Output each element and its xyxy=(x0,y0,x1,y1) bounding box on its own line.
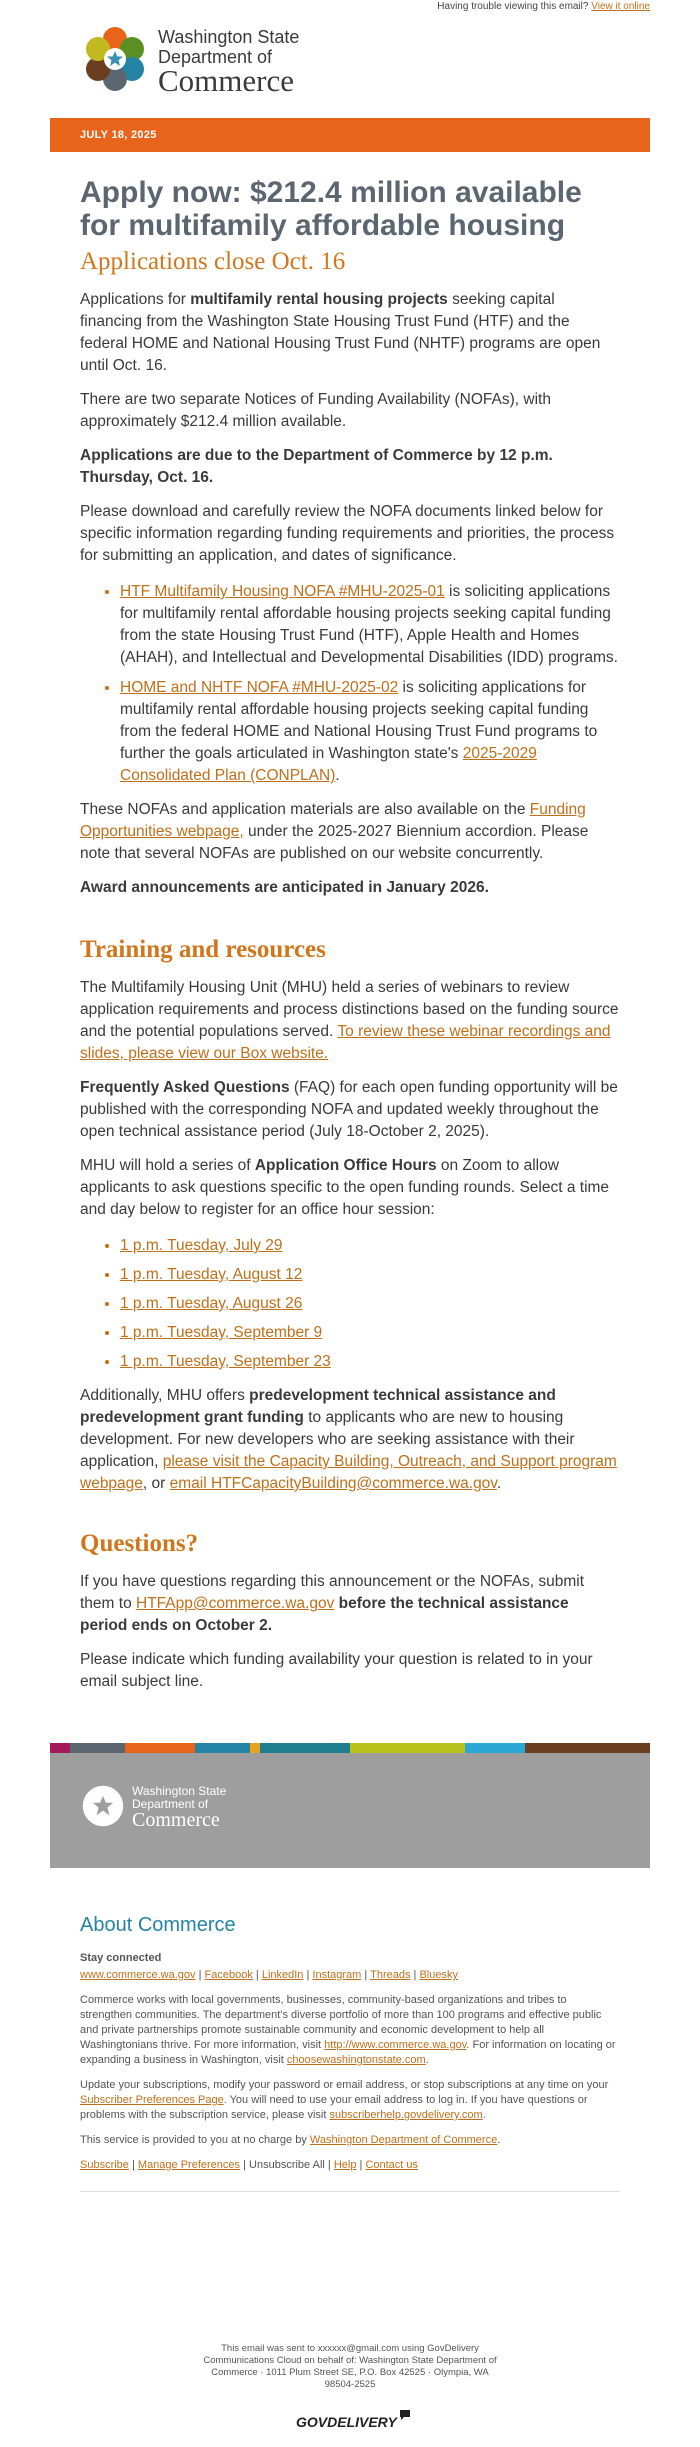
list-item: • HTF Multifamily Housing NOFA #MHU-2025-01 is soliciting applications for multifamily rental affordable housing projects seeking capital funding from the state Housing Trust Fund (HTF), Apple Health and Homes (AHAH), and Intellectual and Developmental Disabilities (IDD) programs. xyxy=(120,581,620,669)
footer-wordmark xyxy=(132,1785,226,1830)
footer-logo-band xyxy=(50,1753,650,1868)
conplan-link[interactable]: 2025-2029 Consolidated Plan (CONPLAN) xyxy=(120,745,537,784)
unsubscribe-all-link[interactable]: Unsubscribe All xyxy=(249,2159,325,2171)
home-nhtf-nofa-link[interactable]: HOME and NHTF NOFA #MHU-2025-02 xyxy=(120,679,399,696)
intro-paragraph-1: Applications for multifamily rental housing projects seeking capital financing from the Washington State Housing Trust Fund (HTF) and the federal HOME and National Housing Trust Fund (NHTF) programs are open until Oct. 16. xyxy=(80,291,601,374)
commerce-url-link[interactable]: http://www.commerce.wa.gov xyxy=(324,2039,467,2051)
htfapp-email-link[interactable]: HTFApp@commerce.wa.gov xyxy=(136,1595,335,1612)
funding-opportunities-link[interactable]: Funding Opportunities webpage, xyxy=(80,801,586,840)
subscriber-preferences-link[interactable]: Subscriber Preferences Page xyxy=(80,2094,224,2106)
list-item: • HOME and NHTF NOFA #MHU-2025-02 is soliciting applications for multifamily rental affordable housing projects seeking capital funding from the federal HOME and National Housing Trust Fund programs to further the goals articulated in Washington state's 2025-2029 Consolidated Plan (CONPLAN). xyxy=(120,677,620,787)
about-section xyxy=(80,1914,620,2192)
list-item xyxy=(120,1351,620,1373)
capacity-email-link[interactable]: email HTFCapacityBuilding@commerce.wa.gov xyxy=(169,1475,497,1492)
intro-paragraph-4: Please download and carefully review the NOFA documents linked below for specific information regarding funding requirements and priorities, the process for submitting an application, and dates of significance. xyxy=(80,503,615,564)
stay-connected-label: Stay connected xyxy=(80,1952,162,1964)
govdelivery-logo[interactable] xyxy=(294,2408,414,2432)
subheadline: Applications close Oct. 16 xyxy=(80,248,346,275)
capacity-building-link[interactable]: please visit the Capacity Building, Outreach, and Support program webpage xyxy=(80,1453,617,1492)
subscribe-link[interactable]: Subscribe xyxy=(80,2159,129,2171)
subscription-paragraph: Update your subscriptions, modify your password or email address, or stop subscriptions at any time on your Subscriber Preferences Page. You will need to use your email address to log in. If you have questions or problems with the subscription service, please visit subscriberhelp.govdelivery.com. xyxy=(80,2079,609,2121)
facebook-link[interactable]: Facebook xyxy=(204,1969,253,1981)
email-body xyxy=(80,176,620,1693)
wordmark-line-1: Washington State xyxy=(158,27,300,47)
webinar-paragraph: The Multifamily Housing Unit (MHU) held a series of webinars to review application requirements and process distinctions based on the funding source and the potential populations served. To review these webinar recordings and slides, please view our Box website. xyxy=(80,979,619,1062)
list-item xyxy=(120,1322,620,1344)
linkedin-link[interactable]: LinkedIn xyxy=(261,1969,304,1981)
htf-nofa-link[interactable]: HTF Multifamily Housing NOFA #MHU-2025-01 xyxy=(120,583,445,600)
website-link[interactable]: www.commerce.wa.gov xyxy=(80,1969,196,1981)
manage-preferences-link[interactable]: Manage Preferences xyxy=(137,2159,241,2171)
subscription-links: Subscribe | Manage Preferences | Unsubscribe All | Help | Contact us xyxy=(80,2159,419,2171)
wordmark-line-3: Commerce xyxy=(158,63,295,98)
bluesky-link[interactable]: Bluesky xyxy=(419,1969,458,1981)
footer-color-bar xyxy=(50,1743,650,1753)
about-description: Commerce works with local governments, businesses, community-based organizations and tribes to strengthen communities. The department's diverse portfolio of more than 100 programs and effective public and private partnerships promote sustainable community and economic development to help all Washingtonians thrive. For more information, visit http://www.commerce.wa.gov. For information on locating or expanding a business in Washington, visit choosewashingtonstate.com. xyxy=(80,1994,616,2066)
service-paragraph: This service is provided to you at no charge by Washington Department of Commerce. xyxy=(80,2134,501,2146)
list-item xyxy=(120,1264,620,1286)
contact-us-link[interactable]: Contact us xyxy=(365,2159,419,2171)
footer-wordmark-line-2: Department of xyxy=(132,1797,209,1811)
wordmark-line-2: Department of xyxy=(158,47,273,67)
date-banner: JULY 18, 2025 xyxy=(50,118,650,152)
session-link[interactable]: 1 p.m. Tuesday, September 23 xyxy=(120,1353,331,1370)
govdelivery-wordmark: GOVDELIVERY xyxy=(296,2414,397,2430)
nofa-list xyxy=(80,581,620,787)
social-links: www.commerce.wa.gov | Facebook | LinkedIn | Instagram | Threads | Bluesky xyxy=(80,1969,458,1981)
commerce-star-logo-icon xyxy=(80,24,150,94)
top-notice-bar xyxy=(0,0,700,18)
session-link[interactable]: 1 p.m. Tuesday, July 29 xyxy=(120,1237,283,1254)
deadline-paragraph: Applications are due to the Department of Commerce by 12 p.m. Thursday, Oct. 16. xyxy=(80,447,553,486)
footer-wordmark-line-1: Washington State xyxy=(132,1784,227,1798)
intro-paragraph-2: There are two separate Notices of Funding Availability (NOFAs), with approximately $212.4 million available. xyxy=(80,391,551,430)
session-link[interactable]: 1 p.m. Tuesday, August 26 xyxy=(120,1295,303,1312)
commerce-department-link[interactable]: Washington Department of Commerce xyxy=(309,2134,498,2146)
subject-line-paragraph: Please indicate which funding availability your question is related to in your email subject line. xyxy=(80,1651,593,1690)
view-online-link[interactable]: View it online xyxy=(591,1,650,12)
sent-to-notice: This email was sent to xxxxxx@gmail.com using GovDelivery Communications Cloud on behalf of: Washington State Department of Commerce · 1011 Plum Street SE, P.O. Box 42525 · Olympia, WA 98504-2525 xyxy=(203,2343,497,2390)
commerce-wordmark xyxy=(158,28,299,96)
footer-wordmark-line-3: Commerce xyxy=(132,1809,220,1831)
office-hours-paragraph: MHU will hold a series of Application Office Hours on Zoom to allow applicants to ask questions specific to the open funding rounds. Select a time and day below to register for an office hour session: xyxy=(80,1157,610,1218)
award-paragraph: Award announcements are anticipated in January 2026. xyxy=(80,879,489,896)
predevelopment-paragraph: Additionally, MHU offers predevelopment technical assistance and predevelopment grant funding to applicants who are new to housing development. For new developers who are seeking assistance with their application, please visit the Capacity Building, Outreach, and Support program webpage, or email HTFCapacityBuilding@commerce.wa.gov. xyxy=(80,1387,617,1492)
faq-paragraph: Frequently Asked Questions (FAQ) for each open funding opportunity will be published with the corresponding NOFA and updated weekly throughout the open technical assistance period (July 18-October 2, 2025). xyxy=(80,1079,618,1140)
session-link[interactable]: 1 p.m. Tuesday, September 9 xyxy=(120,1324,323,1341)
help-link[interactable]: Help xyxy=(333,2159,357,2171)
threads-link[interactable]: Threads xyxy=(370,1969,411,1981)
box-website-link[interactable]: To review these webinar recordings and slides, please view our Box website. xyxy=(80,1023,611,1062)
session-link[interactable]: 1 p.m. Tuesday, August 12 xyxy=(120,1266,303,1283)
subscriber-help-link[interactable]: subscriberhelp.govdelivery.com xyxy=(329,2109,483,2121)
questions-heading: Questions? xyxy=(80,1530,199,1557)
headline: Apply now: $212.4 million available for multifamily affordable housing xyxy=(80,176,582,242)
office-hours-list xyxy=(80,1235,620,1373)
questions-paragraph: If you have questions regarding this announcement or the NOFAs, submit them to HTFApp@commerce.wa.gov before the technical assistance period ends on October 2. xyxy=(80,1573,585,1634)
email-header xyxy=(50,22,650,100)
choose-washington-link[interactable]: choosewashingtonstate.com xyxy=(286,2054,426,2066)
chat-bubble-icon xyxy=(400,2410,410,2420)
funding-opportunities-paragraph: These NOFAs and application materials are also available on the Funding Opportunities webpage, under the 2025-2027 Biennium accordion. Please note that several NOFAs are published on our website concurrently. xyxy=(80,801,589,862)
list-item xyxy=(120,1235,620,1257)
list-item xyxy=(120,1293,620,1315)
commerce-star-logo-icon xyxy=(80,1783,126,1829)
training-heading: Training and resources xyxy=(80,936,326,963)
trouble-viewing-text: Having trouble viewing this email? xyxy=(437,1,589,12)
about-heading: About Commerce xyxy=(80,1914,236,1936)
divider xyxy=(80,2191,620,2192)
instagram-link[interactable]: Instagram xyxy=(312,1969,362,1981)
